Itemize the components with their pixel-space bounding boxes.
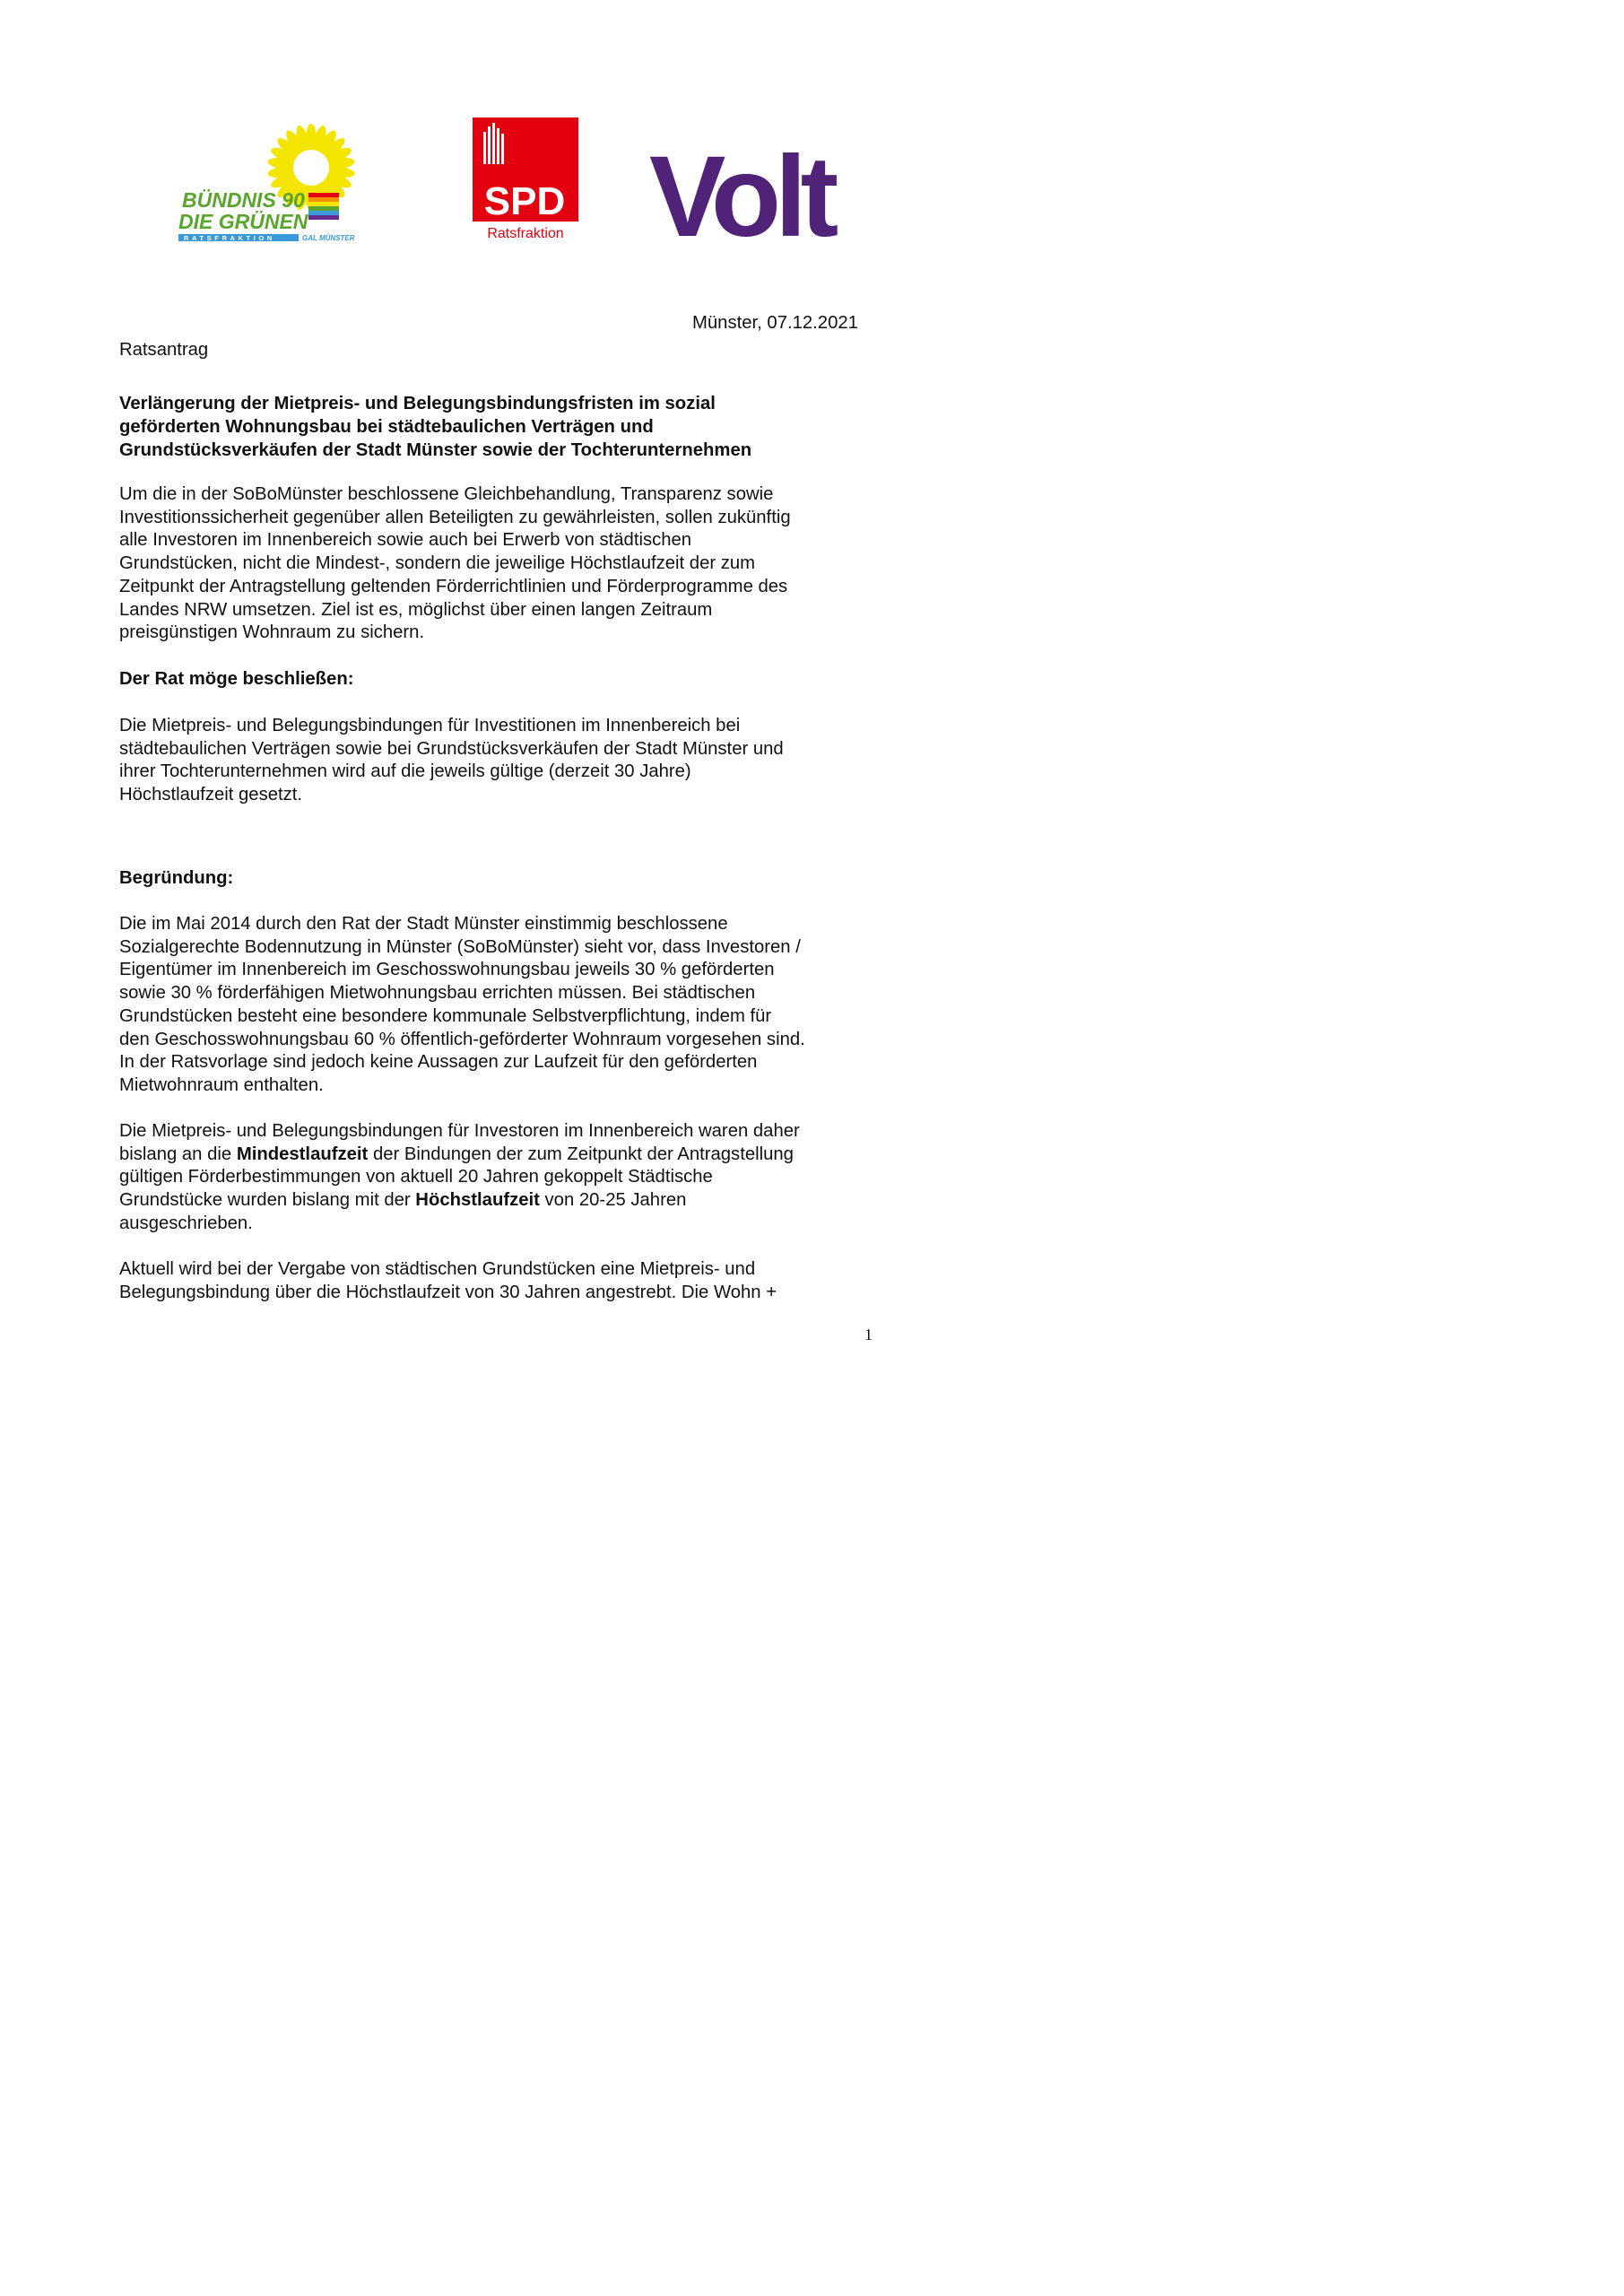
document-title (119, 392, 890, 462)
reason-text: von 20-25 Jahren ausgeschrieben. (119, 1190, 687, 1233)
intro-paragraph: Um die in der SoBoMünster beschlossene Gleichbehandlung, Transparenz sowie Investitionssicherheit gegenüber allen Beteiligten zu gewährleisten, sollen zukünftig alle Investoren im Innenbereich sowie auch bei Erwerb von städtischen Grundstücken, nicht die Mindest-, sondern die jeweilige Höchstlaufzeit der zum Zeitpunkt der Antragstellung geltenden Förderrichtlinien und Förderprogramme des Landes NRW umsetzen. Ziel ist es, möglichst über einen langen Zeitraum preisgünstigen Wohnraum zu sichern. (119, 484, 791, 643)
document-type: Ratsantrag (119, 340, 209, 360)
spd-logo (473, 117, 578, 241)
motion-heading: Der Rat möge beschließen: (119, 669, 354, 689)
reason-heading: Begründung: (119, 868, 234, 888)
reason-text: der Bindungen der zum Zeitpunkt der Antragstellung gültigen Förderbestimmungen von aktuell 20 Jahren gekoppelt Städtische Grundstücke wurden bislang mit der (119, 1144, 794, 1211)
document-date: Münster, 07.12.2021 (692, 313, 858, 333)
reason-text: Die Mietpreis- und Belegungsbindungen für Investoren im Innenbereich waren daher bislang an die (119, 1121, 800, 1164)
gruene-line2: DIE GRÜNEN (178, 210, 308, 233)
rainbow-fan-icon (308, 193, 339, 220)
title-line: Verlängerung der Mietpreis- und Belegungsbindungsfristen im sozial (119, 394, 716, 413)
spd-sub: Ratsfraktion (487, 226, 564, 241)
page-number: 1 (864, 1326, 873, 1344)
gruene-gal: GAL MÜNSTER (302, 234, 355, 241)
reason-paragraph-1: Die im Mai 2014 durch den Rat der Stadt Münster einstimmig beschlossene Sozialgerechte Bodennutzung in Münster (SoBoMünster) sieht vor, dass Investoren / Eigentümer im Innenbereich im Geschosswohnungsbau jeweils 30 % geförderten sowie 30 % förderfähigen Mietwohnungsbau errichten müssen. Bei städtischen Grundstücken besteht eine besondere kommunale Selbstverpflichtung, indem für den Geschosswohnungsbau 60 % öffentlich-geförderter Wohnraum vorgesehen sind. In der Ratsvorlage sind jedoch keine Aussagen zur Laufzeit für den geförderten Mietwohnraum enthalten. (119, 914, 805, 1095)
document-page (0, 0, 990, 1400)
emphasis-mindestlaufzeit: Mindestlaufzeit (236, 1144, 369, 1164)
volt-logo (649, 143, 869, 241)
spd-name: SPD (483, 179, 566, 223)
emphasis-hoechstlaufzeit: Höchstlaufzeit (415, 1190, 540, 1211)
gruene-line1: BÜNDNIS 90 (182, 188, 305, 212)
gruene-ratsfraktion: RATSFRAKTION (184, 234, 275, 241)
title-line: Grundstücksverkäufen der Stadt Münster sowie der Tochterunternehmen (119, 440, 752, 460)
volt-name: Volt (649, 143, 833, 241)
gruene-logo (177, 123, 374, 241)
title-line: geförderten Wohnungsbau bei städtebaulichen Verträgen und (119, 417, 654, 437)
reason-paragraph-3: Aktuell wird bei der Vergabe von städtischen Grundstücken eine Mietpreis- und Belegungsbindung über die Höchstlaufzeit von 30 Jahren angestrebt. Die Wohn + (119, 1259, 777, 1302)
reason-paragraph-2 (119, 1120, 890, 1236)
logo-bar (0, 112, 990, 247)
motion-paragraph: Die Mietpreis- und Belegungsbindungen für Investitionen im Innenbereich bei städtebaulichen Verträgen sowie bei Grundstücksverkäufen der Stadt Münster und ihrer Tochterunternehmen wird auf die jeweils gültige (derzeit 30 Jahre) Höchstlaufzeit gesetzt. (119, 716, 784, 805)
